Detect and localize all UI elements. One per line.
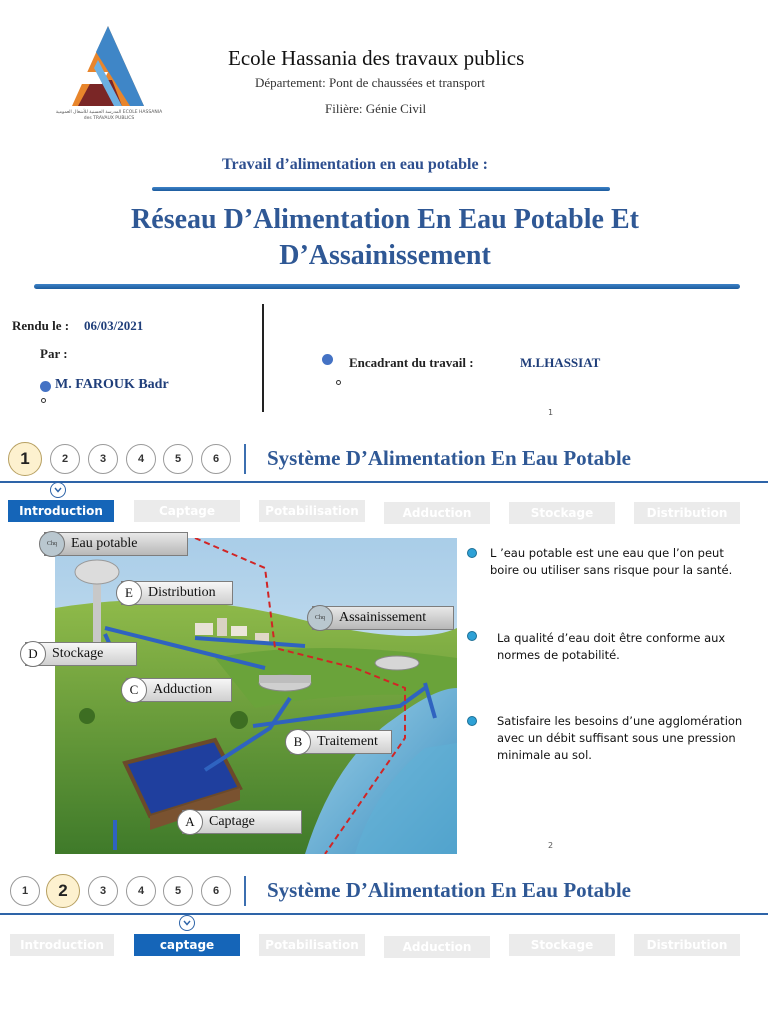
author-name: M. FAROUK Badr — [55, 377, 169, 392]
rendu-date: 06/03/2021 — [84, 318, 144, 333]
tab-potabilisation[interactable]: Potabilisation — [259, 934, 365, 956]
landscape-image — [55, 538, 457, 854]
step-1-button[interactable]: 1 — [8, 442, 42, 476]
tab-stockage[interactable]: Stockage — [509, 934, 615, 956]
page-number: 1 — [548, 408, 554, 417]
slide-title: Système D’Alimentation En Eau Potable — [267, 446, 631, 470]
header-separator — [244, 876, 246, 906]
title-line-1: Réseau D’Alimentation En Eau Potable Et — [131, 204, 639, 235]
letter-badge: D — [20, 641, 46, 667]
label-text: Traitement — [317, 734, 378, 749]
par-label: Par : — [40, 346, 68, 361]
label-text: Captage — [209, 814, 255, 829]
letter-badge: B — [285, 729, 311, 755]
filiere: Filière: Génie Civil — [325, 101, 427, 116]
tab-captage[interactable]: Captage — [134, 500, 240, 522]
encadrant-label: Encadrant du travail : — [349, 355, 474, 370]
bullet-text: L ’eau potable est une eau que l’on peut boire ou utiliser sans risque pour la santé. — [490, 546, 733, 577]
header-rule — [0, 481, 768, 483]
letter-badge: E — [116, 580, 142, 606]
step-3-button[interactable]: 3 — [88, 876, 118, 906]
step-6-button[interactable]: 6 — [201, 444, 231, 474]
label-assainissement — [312, 606, 454, 630]
step-4-button[interactable]: 4 — [126, 444, 156, 474]
chevron-down-icon[interactable] — [179, 915, 195, 931]
water-system-illustration — [55, 538, 457, 854]
label-text: Distribution — [148, 585, 216, 600]
label-text: Stockage — [52, 646, 104, 661]
tab-captage[interactable]: captage — [134, 934, 240, 956]
chevron-down-icon[interactable] — [50, 482, 66, 498]
bullet-icon — [467, 631, 477, 641]
document-title — [40, 202, 730, 274]
bullet-icon — [322, 354, 333, 365]
logo-caption: المدرسة الحسنية للأشغال العمومية ECOLE HASSANIA des TRAVAUX PUBLICS — [55, 110, 163, 121]
department: Département: Pont de chaussées et transport — [255, 75, 485, 90]
label-traitement — [290, 730, 392, 754]
tab-distribution[interactable]: Distribution — [634, 502, 740, 524]
tab-adduction[interactable]: Adduction — [384, 936, 490, 958]
step-2-button[interactable]: 2 — [50, 444, 80, 474]
tab-introduction[interactable]: Introduction — [10, 934, 114, 956]
school-name: Ecole Hassania des travaux publics — [228, 46, 525, 70]
step-3-button[interactable]: 3 — [88, 444, 118, 474]
letter-badge: A — [177, 809, 203, 835]
label-stockage — [25, 642, 137, 666]
tab-stockage[interactable]: Stockage — [509, 502, 615, 524]
title-line-2: D’Assainissement — [279, 240, 491, 271]
step-1-button[interactable]: 1 — [10, 876, 40, 906]
label-adduction — [126, 678, 232, 702]
letter-badge: C — [121, 677, 147, 703]
bullet-icon — [467, 716, 477, 726]
label-eau-potable — [44, 532, 188, 556]
tab-introduction[interactable]: Introduction — [8, 500, 114, 522]
sub-bullet-icon — [336, 380, 341, 385]
header-separator — [244, 444, 246, 474]
step-2-button[interactable]: 2 — [46, 874, 80, 908]
divider — [152, 187, 610, 191]
drop-icon: Chq — [307, 605, 333, 631]
drop-icon: Chq — [39, 531, 65, 557]
sub-bullet-icon — [41, 398, 46, 403]
bullet-icon — [40, 381, 51, 392]
tab-distribution[interactable]: Distribution — [634, 934, 740, 956]
label-distribution — [121, 581, 233, 605]
header-rule — [0, 913, 768, 915]
label-text: Adduction — [153, 682, 213, 697]
tab-potabilisation[interactable]: Potabilisation — [259, 500, 365, 522]
rendu-label: Rendu le : — [12, 318, 70, 333]
step-5-button[interactable]: 5 — [163, 444, 193, 474]
slide-title: Système D’Alimentation En Eau Potable — [267, 878, 631, 902]
bullet-icon — [467, 548, 477, 558]
label-text: Assainissement — [339, 610, 427, 625]
step-4-button[interactable]: 4 — [126, 876, 156, 906]
label-captage — [182, 810, 302, 834]
step-5-button[interactable]: 5 — [163, 876, 193, 906]
work-label: Travail d’alimentation en eau potable : — [222, 156, 488, 173]
column-separator — [262, 304, 264, 412]
page-number: 2 — [548, 841, 554, 850]
bullet-text: Satisfaire les besoins d’une agglomération avec un débit suffisant sous une pression minimale au sol. — [497, 714, 743, 762]
bullet-text: La qualité d’eau doit être conforme aux normes de potabilité. — [497, 631, 726, 662]
step-6-button[interactable]: 6 — [201, 876, 231, 906]
encadrant-name: M.LHASSIAT — [520, 355, 601, 370]
tab-adduction[interactable]: Adduction — [384, 502, 490, 524]
divider — [34, 284, 740, 289]
label-text: Eau potable — [71, 536, 138, 551]
